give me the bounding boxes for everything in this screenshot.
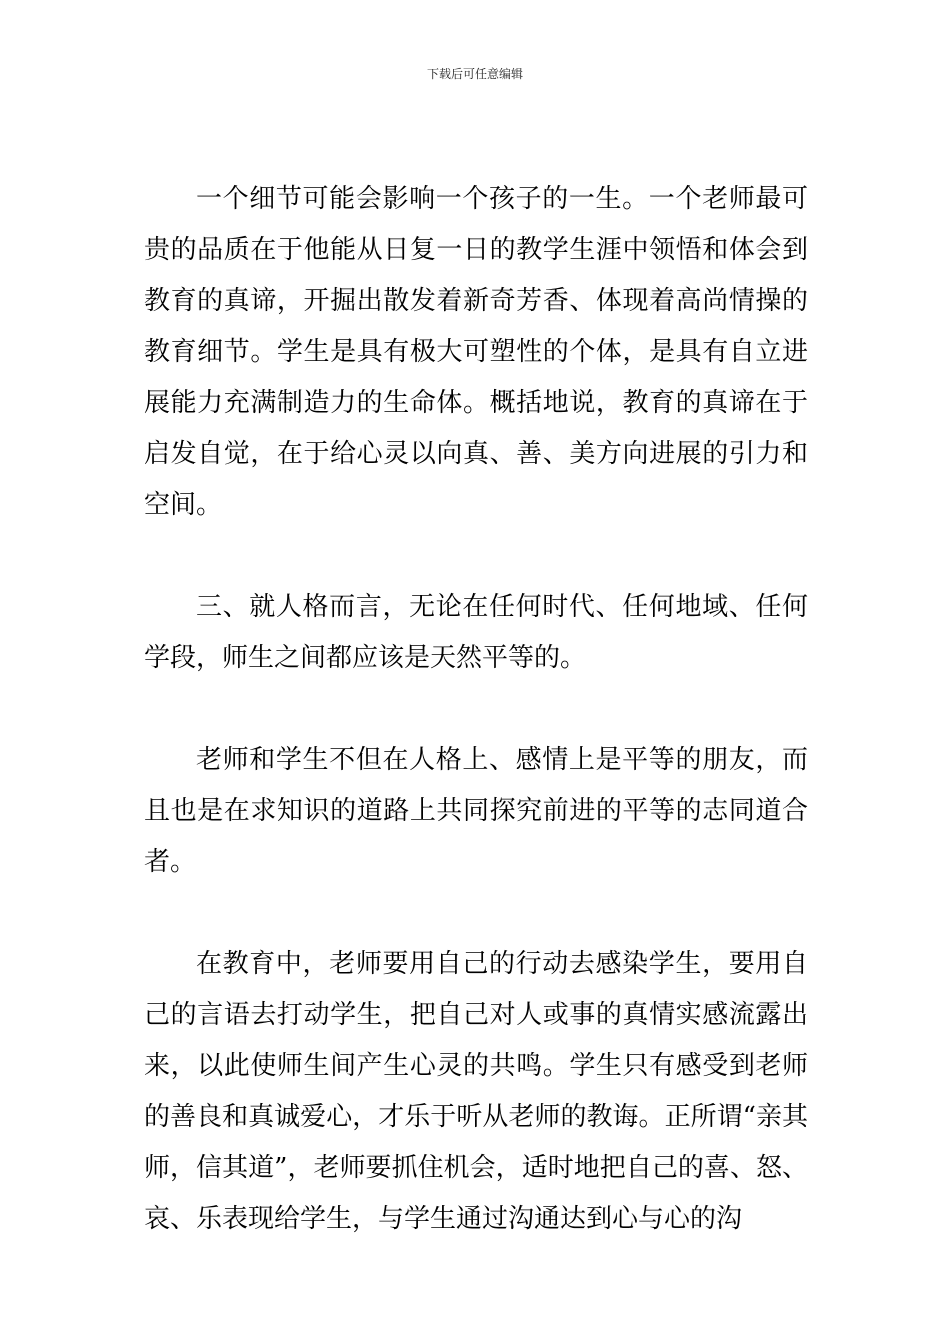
paragraph-1: 一个细节可能会影响一个孩子的一生。一个老师最可贵的品质在于他能从日复一日的教学生涯中领悟和体会到教育的真谛，开掘出散发着新奇芳香、体现着高尚情操的教育细节。学生是具有极大可塑性的个体，是具有自立进展能力充满制造力的生命体。概括地说，教育的真谛在于启发自觉，在于给心灵以向真、善、美方向进展的引力和空间。 xyxy=(144,184,808,520)
paragraph-3: 老师和学生不但在人格上、感情上是平等的朋友，而且也是在求知识的道路上共同探究前进的平等的志同道合者。 xyxy=(144,745,808,877)
paragraph-4: 在教育中，老师要用自己的行动去感染学生，要用自己的言语去打动学生，把自己对人或事的真情实感流露出来，以此使师生间产生心灵的共鸣。学生只有感受到老师的善良和真诚爱心，才乐于听从老师的教诲。正所谓“亲其师，信其道”，老师要抓住机会，适时地把自己的喜、怒、哀、乐表现给学生，与学生通过沟通达到心与心的沟 xyxy=(144,949,808,1234)
paragraph-2: 三、就人格而言，无论在任何时代、任何地域、任何学段，师生之间都应该是天然平等的。 xyxy=(144,592,808,673)
document-body xyxy=(144,174,808,1245)
header-note: 下载后可任意编辑 xyxy=(426,67,523,81)
